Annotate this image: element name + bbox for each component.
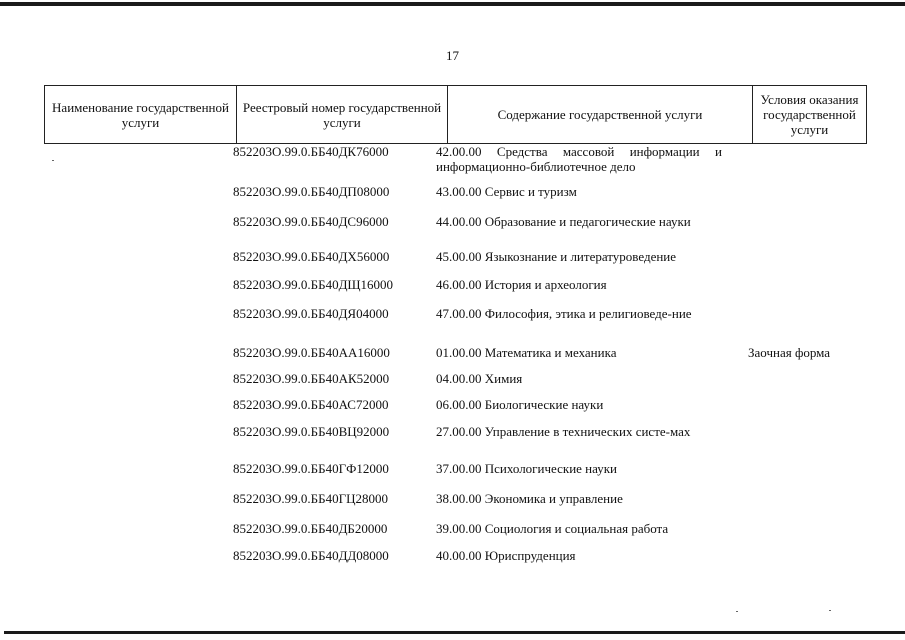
service-content: 42.00.00 Средства массовой информации и информационно-библиотечное дело [436,144,722,174]
registry-number: 852203О.99.0.ББ40ДД08000 [233,548,389,563]
header-registry-number: Реестровый номер государственной услуги [237,86,448,144]
service-content: 04.00.00 Химия [436,371,523,386]
header-service-content: Содержание государственной услуги [448,86,753,144]
bottom-border-rule [4,631,905,634]
registry-number: 852203О.99.0.ББ40АК52000 [233,371,390,386]
service-content: 46.00.00 История и археология [436,277,607,292]
registry-number: 852203О.99.0.ББ40ДХ56000 [233,249,390,264]
service-content: 43.00.00 Сервис и туризм [436,184,577,199]
registry-number: 852203О.99.0.ББ40ДЩ16000 [233,277,394,292]
service-content: 01.00.00 Математика и механика [436,345,617,360]
scan-speck [52,160,54,161]
registry-number: 852203О.99.0.ББ40ДЯ04000 [233,306,389,321]
table-header [44,85,867,144]
service-content: 45.00.00 Языкознание и литературоведение [436,249,677,264]
registry-number: 852203О.99.0.ББ40ДБ20000 [233,521,388,536]
service-content: 37.00.00 Психологические науки [436,461,618,476]
registry-number: 852203О.99.0.ББ40ГФ12000 [233,461,389,476]
scan-speck [829,610,831,611]
scan-speck [736,611,738,612]
registry-number: 852203О.99.0.ББ40АА16000 [233,345,390,360]
registry-number: 852203О.99.0.ББ40АС72000 [233,397,389,412]
service-content: 44.00.00 Образование и педагогические науки [436,214,691,229]
service-content: 47.00.00 Философия, этика и религиоведе-ние [436,306,692,321]
service-content: 38.00.00 Экономика и управление [436,491,623,506]
header-service-conditions: Условия оказания государственной услуги [753,86,867,144]
header-row [45,86,867,144]
registry-number: 852203О.99.0.ББ40ДП08000 [233,184,390,199]
service-content: 06.00.00 Биологические науки [436,397,604,412]
service-content: 40.00.00 Юриспруденция [436,548,576,563]
service-content: 27.00.00 Управление в технических систе-мах [436,424,691,439]
registry-number: 852203О.99.0.ББ40ДС96000 [233,214,389,229]
registry-number: 852203О.99.0.ББ40ГЦ28000 [233,491,388,506]
registry-number: 852203О.99.0.ББ40ВЦ92000 [233,424,390,439]
page-number: 17 [446,48,459,63]
service-condition-value: Заочная форма [748,345,831,360]
service-content: 39.00.00 Социология и социальная работа [436,521,669,536]
registry-number: 852203О.99.0.ББ40ДК76000 [233,144,389,159]
header-service-name: Наименование государственной услуги [45,86,237,144]
top-border-rule [0,2,905,6]
